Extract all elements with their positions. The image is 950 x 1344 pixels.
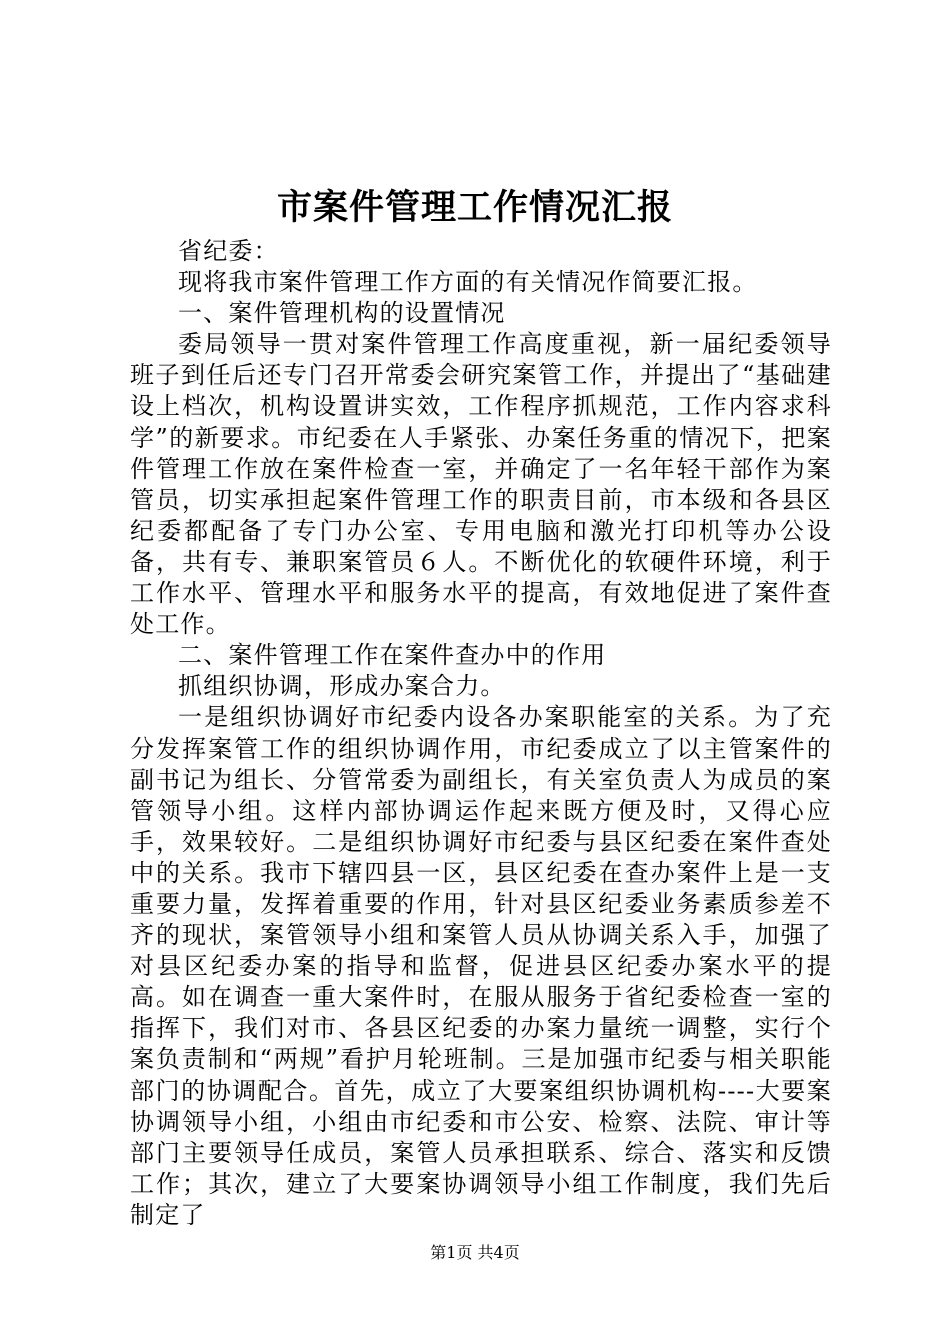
intro-paragraph: 现将我市案件管理工作方面的有关情况作简要汇报。 [178,268,758,297]
subheading: 抓组织协调，形成办案合力。 [178,672,506,701]
body-paragraph: 委局领导一贯对案件管理工作高度重视，新一届纪委领导班子到任后还专门召开常委会研究案管工作，并提出了“基础建设上档次，机构设置讲实效，工作程序抓规范，工作内容求科学”的新要求。市纪委在人手紧张、办案任务重的情况下，把案件管理工作放在案件检查一室，并确定了一名年轻干部作为案管员，切实承担起案件管理工作的职责目前，市本级和各县区纪委都配备了专门办公室、专用电脑和激光打印机等办公设备，共有专、兼职案管员６人。不断优化的软硬件环境，利于工作水平、管理水平和服务水平的提高，有效地促进了案件查处工作。 [130,330,832,639]
document-body [130,236,832,1231]
section-heading-1: 一、案件管理机构的设置情况 [178,299,506,328]
page-footer: 第1页 共4页 [430,1243,520,1262]
salutation: 省纪委： [178,237,279,265]
body-paragraph: 一是组织协调好市纪委内设各办案职能室的关系。为了充分发挥案管工作的组织协调作用，市纪委成立了以主管案件的副书记为组长、分管常委为副组长，有关室负责人为成员的案管领导小组。这样内部协调运作起来既方便及时，又得心应手，效果较好。二是组织协调好市纪委与县区纪委在案件查处中的关系。我市下辖四县一区，县区纪委在查办案件上是一支重要力量，发挥着重要的作用，针对县区纪委业务素质参差不齐的现状，案管领导小组和案管人员从协调关系入手，加强了对县区纪委办案的指导和监督，促进县区纪委办案水平的提高。如在调查一重大案件时，在服从服务于省纪委检查一室的指挥下，我们对市、各县区纪委的办案力量统一调整，实行个案负责制和“两规”看护月轮班制。三是加强市纪委与相关职能部门的协调配合。首先，成立了大要案组织协调机构----大要案协调领导小组，小组由市纪委和市公安、检察、法院、审计等部门主要领导任成员，案管人员承担联系、综合、落实和反馈工作；其次，建立了大要案协调领导小组工作制度，我们先后制定了 [130,703,832,1229]
section-heading-2: 二、案件管理工作在案件查办中的作用 [178,641,607,670]
document-title: 市案件管理工作情况汇报 [276,187,673,228]
